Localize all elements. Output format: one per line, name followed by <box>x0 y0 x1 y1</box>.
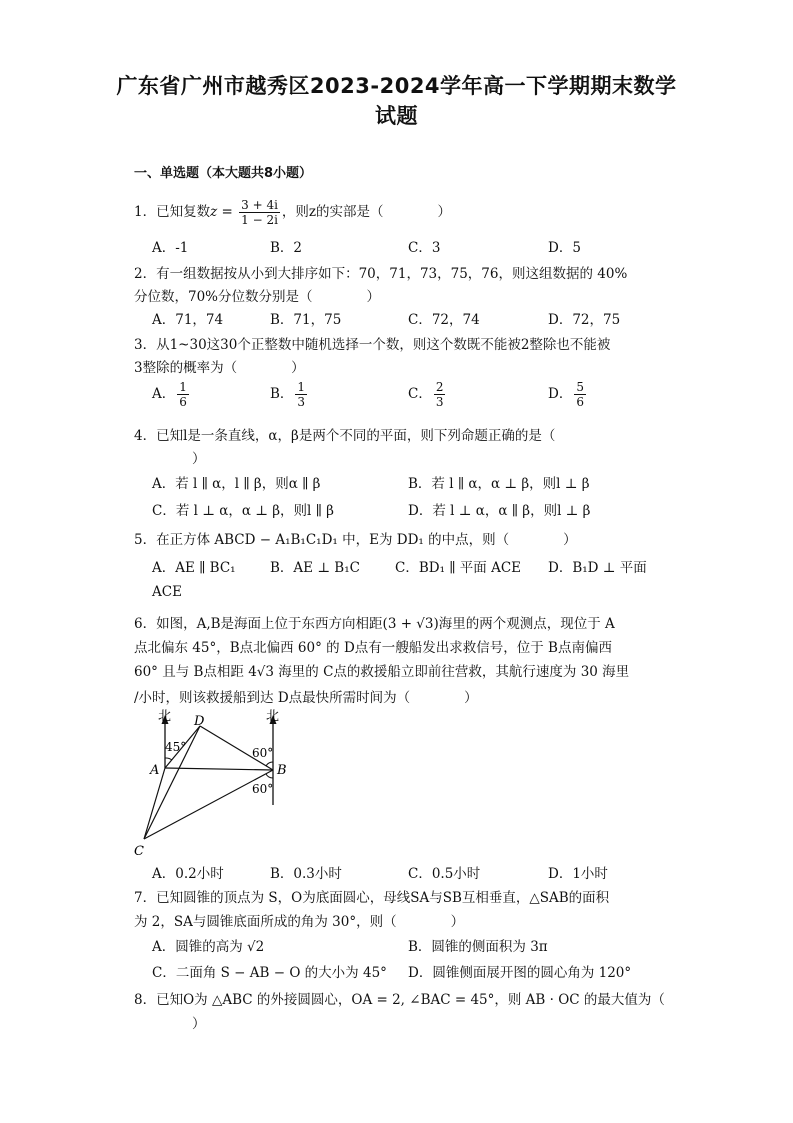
question-7-line1: 7．已知圆锥的顶点为 S，O为底面圆心，母线SA与SB互相垂直，△SAB的面积 <box>134 890 610 906</box>
q3-a-num: 1 <box>179 380 187 394</box>
q3-option-b[interactable] <box>270 380 309 409</box>
q2-option-b[interactable]: B．71，75 <box>270 312 342 328</box>
page-title: 广东省广州市越秀区2023-2024学年高一下学期期末数学 <box>116 74 677 98</box>
q3-option-d[interactable] <box>548 380 588 409</box>
q2-option-a[interactable]: A．71，74 <box>152 312 224 328</box>
q3-option-c-fraction <box>434 380 446 409</box>
q1-denominator: 1 − 2i <box>241 213 278 227</box>
q3-option-d-fraction <box>574 380 586 409</box>
q3-option-c[interactable] <box>408 380 447 409</box>
q5-option-d[interactable]: D．B₁D ⊥ 平面 <box>548 560 647 576</box>
q7-option-d[interactable]: D．圆锥侧面展开图的圆心角为 120° <box>408 965 632 981</box>
q4-option-c[interactable]: C．若 l ⊥ α，α ⊥ β，则l ∥ β <box>152 503 334 519</box>
q3-b-num: 1 <box>297 380 306 394</box>
question-4-line1: 4．已知l是一条直线，α，β是两个不同的平面，则下列命题正确的是（ <box>134 428 556 444</box>
q6-option-b[interactable]: B．0.3小时 <box>270 866 342 882</box>
segment-bc <box>144 770 273 839</box>
q3-c-den: 3 <box>435 395 444 409</box>
q3-option-a-label: A． <box>152 386 176 402</box>
q1-suffix: ，则z的实部是（ ） <box>281 204 452 220</box>
question-3-line1: 3．从1~30这30个正整数中随机选择一个数，则这个数既不能被2整除也不能被 <box>134 337 611 353</box>
q1-option-a[interactable]: A．-1 <box>152 240 189 256</box>
q3-option-c-label: C． <box>408 386 432 402</box>
question-6-line2: 点北偏东 45°，B点北偏西 60° 的 D点有一艘船发出求救信号，位于 B点南偏西 <box>134 640 612 656</box>
q7-option-c[interactable]: C．二面角 S − AB − O 的大小为 45° <box>152 965 387 981</box>
question-2-line1: 2．有一组数据按从小到大排序如下：70，71，73，75，76，则这组数据的 40% <box>134 266 628 282</box>
q3-option-a[interactable] <box>152 380 191 409</box>
question-5-line1: 5．在正方体 ABCD − A₁B₁C₁D₁ 中，E为 DD₁ 的中点，则（ ） <box>134 532 577 548</box>
question-1 <box>134 198 451 227</box>
q3-option-a-fraction <box>177 380 189 409</box>
label-point-d: D <box>194 714 205 729</box>
angle-arc-b-bottom <box>266 774 273 778</box>
question-7-line2: 为 2，SA与圆锥底面所成的角为 30°，则（ ） <box>134 914 465 930</box>
label-north-b: 北 <box>266 709 280 724</box>
q7-option-a[interactable]: A．圆锥的高为 √2 <box>152 939 265 955</box>
q3-b-den: 3 <box>297 395 306 409</box>
label-point-c: C <box>134 844 144 859</box>
q1-fraction <box>239 198 280 227</box>
q4-option-a[interactable]: A．若 l ∥ α，l ∥ β，则α ∥ β <box>152 476 321 492</box>
label-point-a: A <box>150 763 160 778</box>
q2-option-d[interactable]: D．72，75 <box>548 312 621 328</box>
label-angle-b-top: 60° <box>252 746 274 760</box>
q6-option-c[interactable]: C．0.5小时 <box>408 866 481 882</box>
question-6-line1: 6．如图，A,B是海面上位于东西方向相距(3 + √3)海里的两个观测点，现位于 A <box>134 616 615 632</box>
q1-option-d[interactable]: D．5 <box>548 240 581 256</box>
q3-d-den: 6 <box>576 395 584 409</box>
question-4-line2: ） <box>192 451 206 467</box>
q1-option-b[interactable]: B．2 <box>270 240 303 256</box>
question-6-line3: 60° 且与 B点相距 4√3 海里的 C点的救援船立即前往营救，其航行速度为 30 海里 <box>134 664 630 680</box>
label-angle-a: 45° <box>165 740 187 754</box>
angle-arc-a <box>165 758 172 760</box>
page-title-cont: 试题 <box>375 104 418 128</box>
q3-a-den: 6 <box>179 395 187 409</box>
section-heading: 一、单选题（本大题共8小题） <box>134 166 313 181</box>
q3-option-b-label: B． <box>270 386 294 402</box>
q2-option-c[interactable]: C．72，74 <box>408 312 480 328</box>
q1-option-c[interactable]: C．3 <box>408 240 441 256</box>
label-angle-b-bottom: 60° <box>252 782 274 796</box>
q3-option-b-fraction <box>295 380 307 409</box>
q7-option-b[interactable]: B．圆锥的侧面积为 3π <box>408 939 548 955</box>
angle-arc-b-top <box>266 762 273 766</box>
question-8-line1: 8．已知O为 △ABC 的外接圆圆心，OA = 2, ∠BAC = 45°，则 AB · OC 的最大值为（ <box>134 992 665 1008</box>
q1-eq: = <box>217 204 238 220</box>
label-north-a: 北 <box>158 709 172 724</box>
q5-option-a[interactable]: A．AE ∥ BC₁ <box>152 560 236 576</box>
q4-option-d[interactable]: D．若 l ⊥ α，α ∥ β，则l ⊥ β <box>408 503 591 519</box>
question-6-line4: /小时，则该救援船到达 D点最快所需时间为（ ） <box>134 690 478 706</box>
q5-option-d-cont: ACE <box>152 584 182 600</box>
q5-option-c[interactable]: C．BD₁ ∥ 平面 ACE <box>395 560 522 576</box>
label-point-b: B <box>277 763 287 778</box>
q6-figure <box>128 706 298 860</box>
q1-var: z <box>210 204 218 220</box>
q1-prefix: 1．已知复数 <box>134 204 211 220</box>
q1-numerator: 3 + 4i <box>241 198 278 212</box>
q4-option-b[interactable]: B．若 l ∥ α，α ⊥ β，则l ⊥ β <box>408 476 590 492</box>
q5-option-b[interactable]: B．AE ⊥ B₁C <box>270 560 360 576</box>
q3-c-num: 2 <box>435 380 444 394</box>
q6-option-a[interactable]: A．0.2小时 <box>152 866 224 882</box>
question-2-line2: 分位数，70%分位数分别是（ ） <box>134 289 381 305</box>
segment-ab <box>165 768 273 770</box>
q3-d-num: 5 <box>576 380 584 394</box>
q3-option-d-label: D． <box>548 386 573 402</box>
question-8-line2: ） <box>192 1016 206 1032</box>
q6-option-d[interactable]: D．1小时 <box>548 866 608 882</box>
question-3-line2: 3整除的概率为（ ） <box>134 360 305 376</box>
